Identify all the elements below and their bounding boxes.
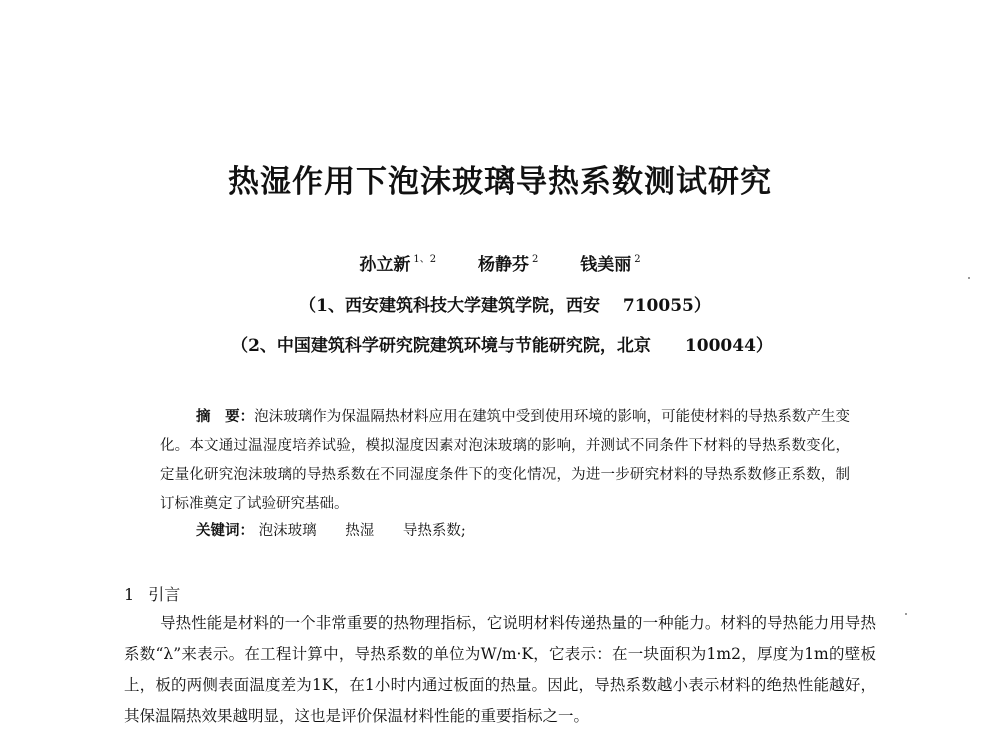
scan-speck bbox=[905, 613, 907, 615]
keywords-label: 关键词： bbox=[196, 522, 254, 539]
paper-title: 热湿作用下泡沫玻璃导热系数测试研究 bbox=[228, 164, 772, 200]
abstract-label: 摘 要： bbox=[196, 408, 255, 425]
body-paragraph bbox=[124, 608, 876, 732]
abstract bbox=[160, 402, 850, 519]
scan-speck bbox=[968, 277, 970, 279]
author-3-name: 钱美丽 bbox=[580, 255, 632, 275]
abstract-text: 泡沫玻璃作为保温隔热材料应用在建筑中受到使用环境的影响，可能使材料的导热系数产生变化。本文通过温湿度培养试验，模拟湿度因素对泡沫玻璃的影响，并测试不同条件下材料的导热系数变化，定量化研究泡沫玻璃的导热系数在不同湿度条件下的变化情况，为进一步研究材料的导热系数修正系数，制订标准奠定了试验研究基础。 bbox=[160, 409, 851, 512]
keyword-2: 热湿 bbox=[345, 523, 375, 539]
section-heading bbox=[124, 582, 180, 605]
affiliation-1: （1、西安建筑科技大学建筑学院，西安 710055） bbox=[299, 296, 711, 316]
affiliation-2: （2、中国建筑科学研究院建筑环境与节能研究院，北京 100044） bbox=[231, 336, 773, 356]
author-2-affil-mark: 2 bbox=[531, 254, 539, 265]
author-3 bbox=[580, 255, 640, 275]
keyword-1: 泡沫玻璃 bbox=[258, 523, 317, 539]
author-1-name: 孙立新 bbox=[359, 255, 411, 275]
keywords bbox=[196, 519, 490, 540]
author-2 bbox=[478, 255, 538, 275]
author-3-affil-mark: 2 bbox=[634, 254, 641, 265]
author-1-affil-mark: 1、2 bbox=[413, 254, 437, 265]
author-2-name: 杨静芬 bbox=[477, 255, 529, 275]
author-list bbox=[0, 250, 1000, 275]
section-number: 1 bbox=[124, 585, 135, 604]
body-text: 导热性能是材料的一个非常重要的热物理指标，它说明材料传递热量的一种能力。材料的导热能力用导热系数“λ”来表示。在工程计算中，导热系数的单位为W/m·K，它表示：在一块面积为1m2，厚度为1m的壁板上，板的两侧表面温度差为1K，在1小时内通过板面的热量。因此，导热系数越小表示材料的绝热性能越好，其保温隔热效果越明显，这也是评价保温材料性能的重要指标之一。 bbox=[124, 614, 876, 725]
keyword-3: 导热系数; bbox=[402, 523, 466, 539]
section-title: 引言 bbox=[148, 585, 181, 604]
author-1 bbox=[359, 255, 436, 275]
